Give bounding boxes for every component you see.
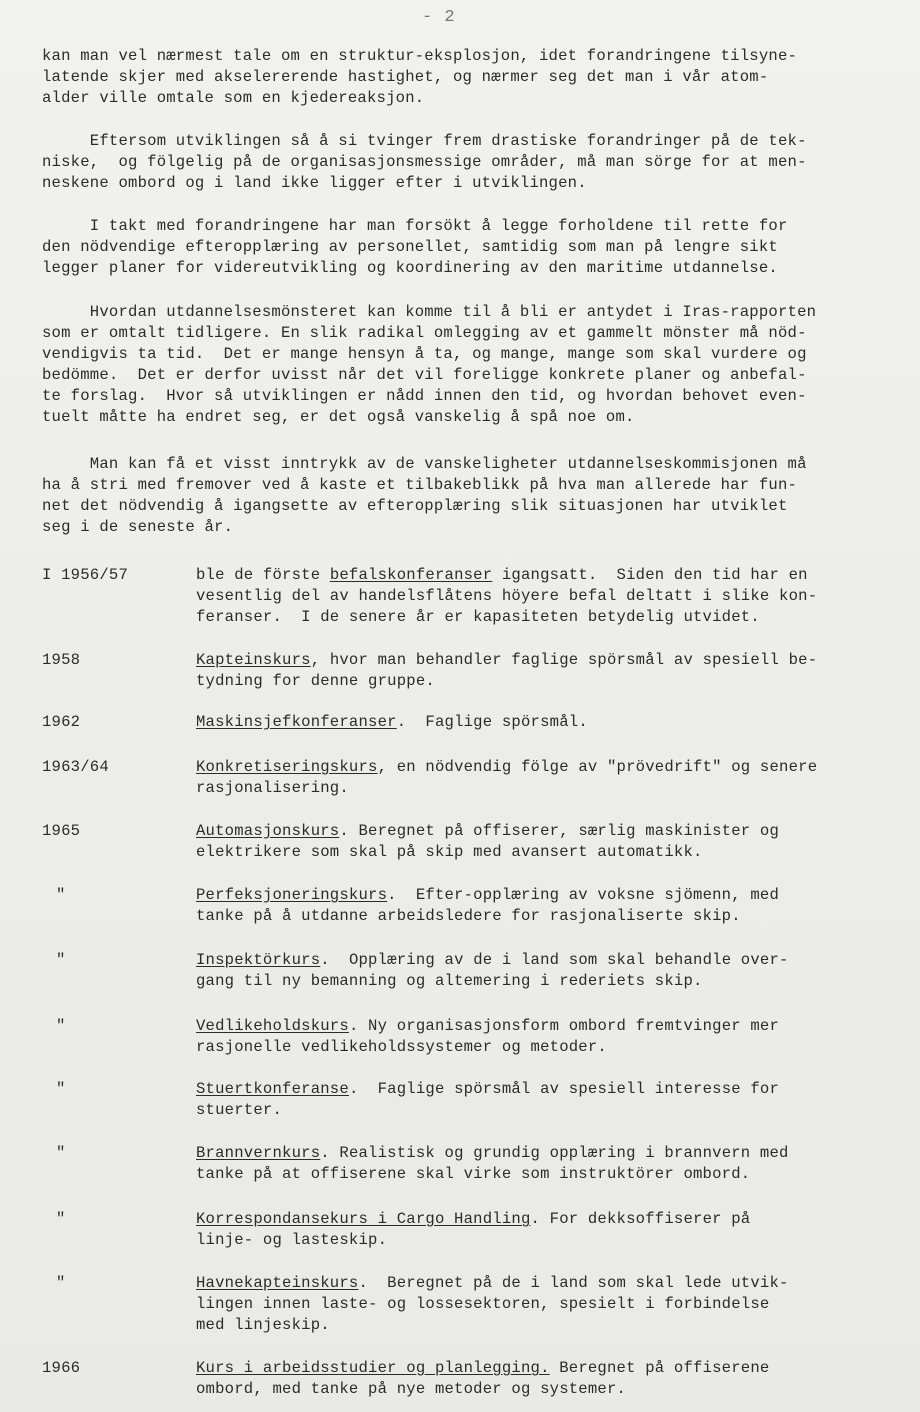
course-line: Kurs i arbeidsstudier og planlegging. Beregnet på offiserene [196,1359,770,1377]
course-line: rasjonalisering. [196,779,349,797]
text-line: tuelt måtte ha endret seg, er det også vanskelig å spå noe om. [42,408,635,426]
course-line: Automasjonskurs. Beregnet på offiserer, særlig maskinister og [196,822,780,840]
course-year: 1963/64 [42,758,109,776]
course-year: " [56,1017,66,1035]
course-name: Perfeksjoneringskurs [196,886,388,904]
course-name: Brannvernkurs [196,1144,321,1162]
text-line: niske, og fölgelig på de organisasjonsmessige områder, må man sörge for at men- [42,153,807,171]
text-line: ha å stri med fremover ved å kaste et tilbakeblikk på hva man allerede har fun- [42,476,798,494]
text-line: alder ville omtale som en kjedereaksjon. [42,89,425,107]
course-line: rasjonelle vedlikeholdssystemer og metoder. [196,1038,607,1056]
course-name: Maskinsjefkonferanser [196,713,397,731]
course-name: Konkretiseringskurs [196,758,378,776]
course-line: ble de förste befalskonferanser igangsatt. Siden den tid har en [196,566,808,584]
text-line: te forslag. Hvor så utviklingen er nådd innen den tid, og hvordan behovet even- [42,387,807,405]
course-year: 1966 [42,1359,81,1377]
course-line: feranser. I de senere år er kapasiteten betydelig utvidet. [196,608,760,626]
course-year: " [56,1144,66,1162]
course-line: tanke på å utdanne arbeidsledere for rasjonaliserte skip. [196,907,741,925]
course-line: tanke på at offiserene skal virke som instruktörer ombord. [196,1165,751,1183]
text-line: vendigvis ta tid. Det er mange hensyn å ta, og mange, mange som skal vurdere og [42,345,807,363]
course-year: " [56,1080,66,1098]
course-name: Vedlikeholdskurs [196,1017,349,1035]
course-name: Kapteinskurs [196,651,311,669]
text-line: latende skjer med akselererende hastighet, og nærmer seg det man i vår atom- [42,68,769,86]
course-line: linje- og lasteskip. [196,1231,388,1249]
text-line: seg i de seneste år. [42,518,234,536]
course-line: Perfeksjoneringskurs. Efter-opplæring av voksne sjömenn, med [196,886,780,904]
course-line: Vedlikeholdskurs. Ny organisasjonsform ombord fremtvinger mer [196,1017,780,1035]
text-line: Eftersom utviklingen så å si tvinger frem drastiske forandringer på de tek- [42,132,807,150]
course-year: 1962 [42,713,81,731]
text-line: som er omtalt tidligere. En slik radikal omlegging av et gammelt mönster må nöd- [42,324,807,342]
course-line: Stuertkonferanse. Faglige spörsmål av spesiell interesse for [196,1080,780,1098]
course-year: I 1956/57 [42,566,129,584]
course-name: Kurs i arbeidsstudier og planlegging. [196,1359,550,1377]
course-name: Stuertkonferanse [196,1080,349,1098]
course-line: med linjeskip. [196,1316,330,1334]
course-name: Automasjonskurs [196,822,340,840]
text-line: den nödvendige efteropplæring av personellet, samtidig som man på lengre sikt [42,238,778,256]
course-name: Inspektörkurs [196,951,321,969]
text-line: Hvordan utdannelsesmönsteret kan komme til å bli er antydet i Iras-rapporten [42,303,817,321]
course-year: " [56,886,66,904]
course-line: Kapteinskurs, hvor man behandler faglige spörsmål av spesiell be- [196,651,818,669]
course-line: gang til ny bemanning og altemering i rederiets skip. [196,972,703,990]
course-year: 1965 [42,822,81,840]
course-line: elektrikere som skal på skip med avansert automatikk. [196,843,703,861]
course-year: " [56,1274,66,1292]
course-line: Inspektörkurs. Opplæring av de i land som skal behandle over- [196,951,789,969]
course-line: Brannvernkurs. Realistisk og grundig opplæring i brannvern med [196,1144,789,1162]
course-name: befalskonferanser [329,566,493,584]
course-line: ombord, med tanke på nye metoder og systemer. [196,1380,627,1398]
course-line: lingen innen laste- og lossesektoren, spesielt i forbindelse [196,1295,770,1313]
text-line: I takt med forandringene har man forsökt å legge forholdene til rette for [42,217,788,235]
course-line: Korrespondansekurs i Cargo Handling. For dekksoffiserer på [196,1210,751,1228]
text-line: legger planer for videreutvikling og koordinering av den maritime utdannelse. [42,259,778,277]
text-line: bedömme. Det er derfor uvisst når det vil foreligge konkrete planer og anbefal- [42,366,807,384]
text-line: Man kan få et visst inntrykk av de vanskeligheter utdannelseskommisjonen må [42,455,807,473]
course-line: Maskinsjefkonferanser. Faglige spörsmål. [196,713,588,731]
text-line: neskene ombord og i land ikke ligger efter i utviklingen. [42,174,587,192]
course-year: " [56,951,66,969]
page-number: - 2 [422,8,456,27]
course-line: tydning for denne gruppe. [196,672,435,690]
text-line: kan man vel nærmest tale om en struktur-eksplosjon, idet forandringene tilsyne- [42,47,798,65]
course-name: Korrespondansekurs i Cargo Handling [196,1210,531,1228]
course-name: Havnekapteinskurs [196,1274,359,1292]
course-year: 1958 [42,651,81,669]
course-line: Havnekapteinskurs. Beregnet på de i land som skal lede utvik- [196,1274,789,1292]
course-line: stuerter. [196,1101,283,1119]
course-year: " [56,1210,66,1228]
text-line: net det nödvendig å igangsette av efteropplæring slik situasjonen har utviklet [42,497,788,515]
course-line: vesentlig del av handelsflåtens höyere befal deltatt i slike kon- [196,587,818,605]
course-line: Konkretiseringskurs, en nödvendig fölge av "prövedrift" og senere [196,758,818,776]
